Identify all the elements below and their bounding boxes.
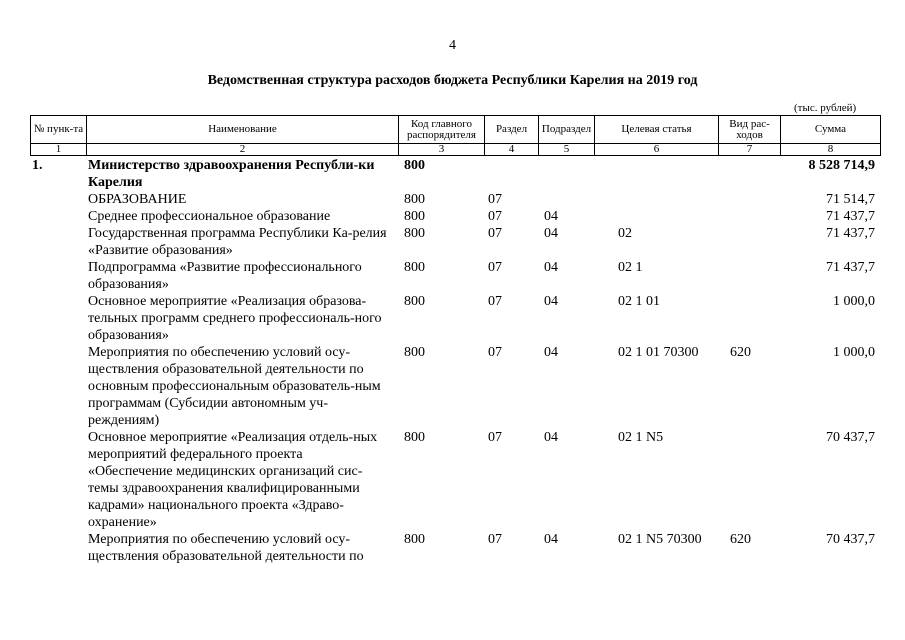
row-code: 800 bbox=[404, 226, 425, 241]
table-header bbox=[30, 115, 881, 156]
col-header-code: Код главного распорядителя bbox=[399, 116, 485, 144]
col-number-7: 7 bbox=[719, 144, 781, 156]
row-subsection: 04 bbox=[544, 226, 558, 241]
row-target-article: 02 1 N5 bbox=[618, 430, 664, 445]
row-name: Министерство здравоохранения Республи-ки Карелия bbox=[88, 158, 375, 190]
row-target-article: 02 1 01 70300 bbox=[618, 345, 699, 360]
col-number-6: 6 bbox=[595, 144, 719, 156]
col-number-8: 8 bbox=[781, 144, 881, 156]
row-code: 800 bbox=[404, 260, 425, 275]
header-titles-row bbox=[31, 116, 881, 144]
col-number-5: 5 bbox=[539, 144, 595, 156]
table-row bbox=[30, 191, 880, 208]
row-name: Мероприятия по обеспечению условий осу-ществления образовательной деятельности по bbox=[88, 532, 364, 564]
row-section: 07 bbox=[488, 209, 502, 224]
row-number: 1. bbox=[32, 158, 43, 173]
row-section: 07 bbox=[488, 345, 502, 360]
table-row bbox=[30, 225, 880, 259]
row-amount: 8 528 714,9 bbox=[808, 158, 875, 173]
row-amount: 70 437,7 bbox=[826, 430, 875, 445]
row-target-article: 02 1 bbox=[618, 260, 643, 275]
row-amount: 71 514,7 bbox=[826, 192, 875, 207]
row-code: 800 bbox=[404, 294, 425, 309]
row-section: 07 bbox=[488, 430, 502, 445]
table-row bbox=[30, 531, 880, 565]
row-name: Среднее профессиональное образование bbox=[88, 209, 331, 224]
page-number: 4 bbox=[449, 38, 456, 53]
row-section: 07 bbox=[488, 226, 502, 241]
document-title: Ведомственная структура расходов бюджета Республики Карелия на 2019 год bbox=[207, 73, 698, 88]
row-subsection: 04 bbox=[544, 294, 558, 309]
row-target-article: 02 1 N5 70300 bbox=[618, 532, 702, 547]
row-amount: 1 000,0 bbox=[833, 345, 875, 360]
col-number-4: 4 bbox=[485, 144, 539, 156]
col-number-1: 1 bbox=[31, 144, 87, 156]
row-target-article: 02 1 01 bbox=[618, 294, 660, 309]
row-code: 800 bbox=[404, 209, 425, 224]
col-header-amount: Сумма bbox=[781, 116, 881, 144]
row-section: 07 bbox=[488, 294, 502, 309]
row-expense-type: 620 bbox=[730, 345, 751, 360]
row-amount: 71 437,7 bbox=[826, 209, 875, 224]
row-section: 07 bbox=[488, 260, 502, 275]
row-subsection: 04 bbox=[544, 532, 558, 547]
col-header-name: Наименование bbox=[87, 116, 399, 144]
col-header-target: Целевая статья bbox=[595, 116, 719, 144]
row-code: 800 bbox=[404, 430, 425, 445]
row-name: Подпрограмма «Развитие профессионального образования» bbox=[88, 260, 362, 292]
row-target-article: 02 bbox=[618, 226, 632, 241]
row-name: ОБРАЗОВАНИЕ bbox=[88, 192, 187, 207]
row-amount: 71 437,7 bbox=[826, 260, 875, 275]
row-subsection: 04 bbox=[544, 260, 558, 275]
row-name: Основное мероприятие «Реализация отдель-ных мероприятий федерального проекта «Обеспечение медицинских организаций сис-темы здравоохранения квалифицированными кадрами» национального проекта «Здраво-охранение» bbox=[88, 430, 378, 530]
table-row bbox=[30, 293, 880, 344]
table-row bbox=[30, 208, 880, 225]
row-name: Мероприятия по обеспечению условий осу-ществления образовательной деятельности по основным профессиональным образователь-ным программам (Субсидии автономным уч-реждениям) bbox=[88, 345, 381, 428]
row-amount: 1 000,0 bbox=[833, 294, 875, 309]
row-section: 07 bbox=[488, 532, 502, 547]
table-row bbox=[30, 429, 880, 531]
col-header-section: Раздел bbox=[485, 116, 539, 144]
row-section: 07 bbox=[488, 192, 502, 207]
header-numbers-row bbox=[31, 144, 881, 156]
row-subsection: 04 bbox=[544, 430, 558, 445]
row-code: 800 bbox=[404, 532, 425, 547]
col-header-number: № пунк-та bbox=[31, 116, 87, 144]
row-expense-type: 620 bbox=[730, 532, 751, 547]
col-number-2: 2 bbox=[87, 144, 399, 156]
col-number-3: 3 bbox=[399, 144, 485, 156]
table-body bbox=[30, 157, 880, 565]
col-header-subsection: Подраздел bbox=[539, 116, 595, 144]
table-row bbox=[30, 344, 880, 429]
row-subsection: 04 bbox=[544, 345, 558, 360]
row-subsection: 04 bbox=[544, 209, 558, 224]
row-name: Государственная программа Республики Ка-релия «Развитие образования» bbox=[88, 226, 387, 258]
col-header-expense-type: Вид рас-ходов bbox=[719, 116, 781, 144]
row-amount: 71 437,7 bbox=[826, 226, 875, 241]
units-label: (тыс. рублей) bbox=[794, 102, 857, 114]
row-name: Основное мероприятие «Реализация образова-тельных программ среднего профессиональ-ного образования» bbox=[88, 294, 382, 343]
row-amount: 70 437,7 bbox=[826, 532, 875, 547]
row-code: 800 bbox=[404, 192, 425, 207]
table-row bbox=[30, 157, 880, 191]
table-row bbox=[30, 259, 880, 293]
row-code: 800 bbox=[404, 345, 425, 360]
row-code: 800 bbox=[404, 158, 425, 173]
